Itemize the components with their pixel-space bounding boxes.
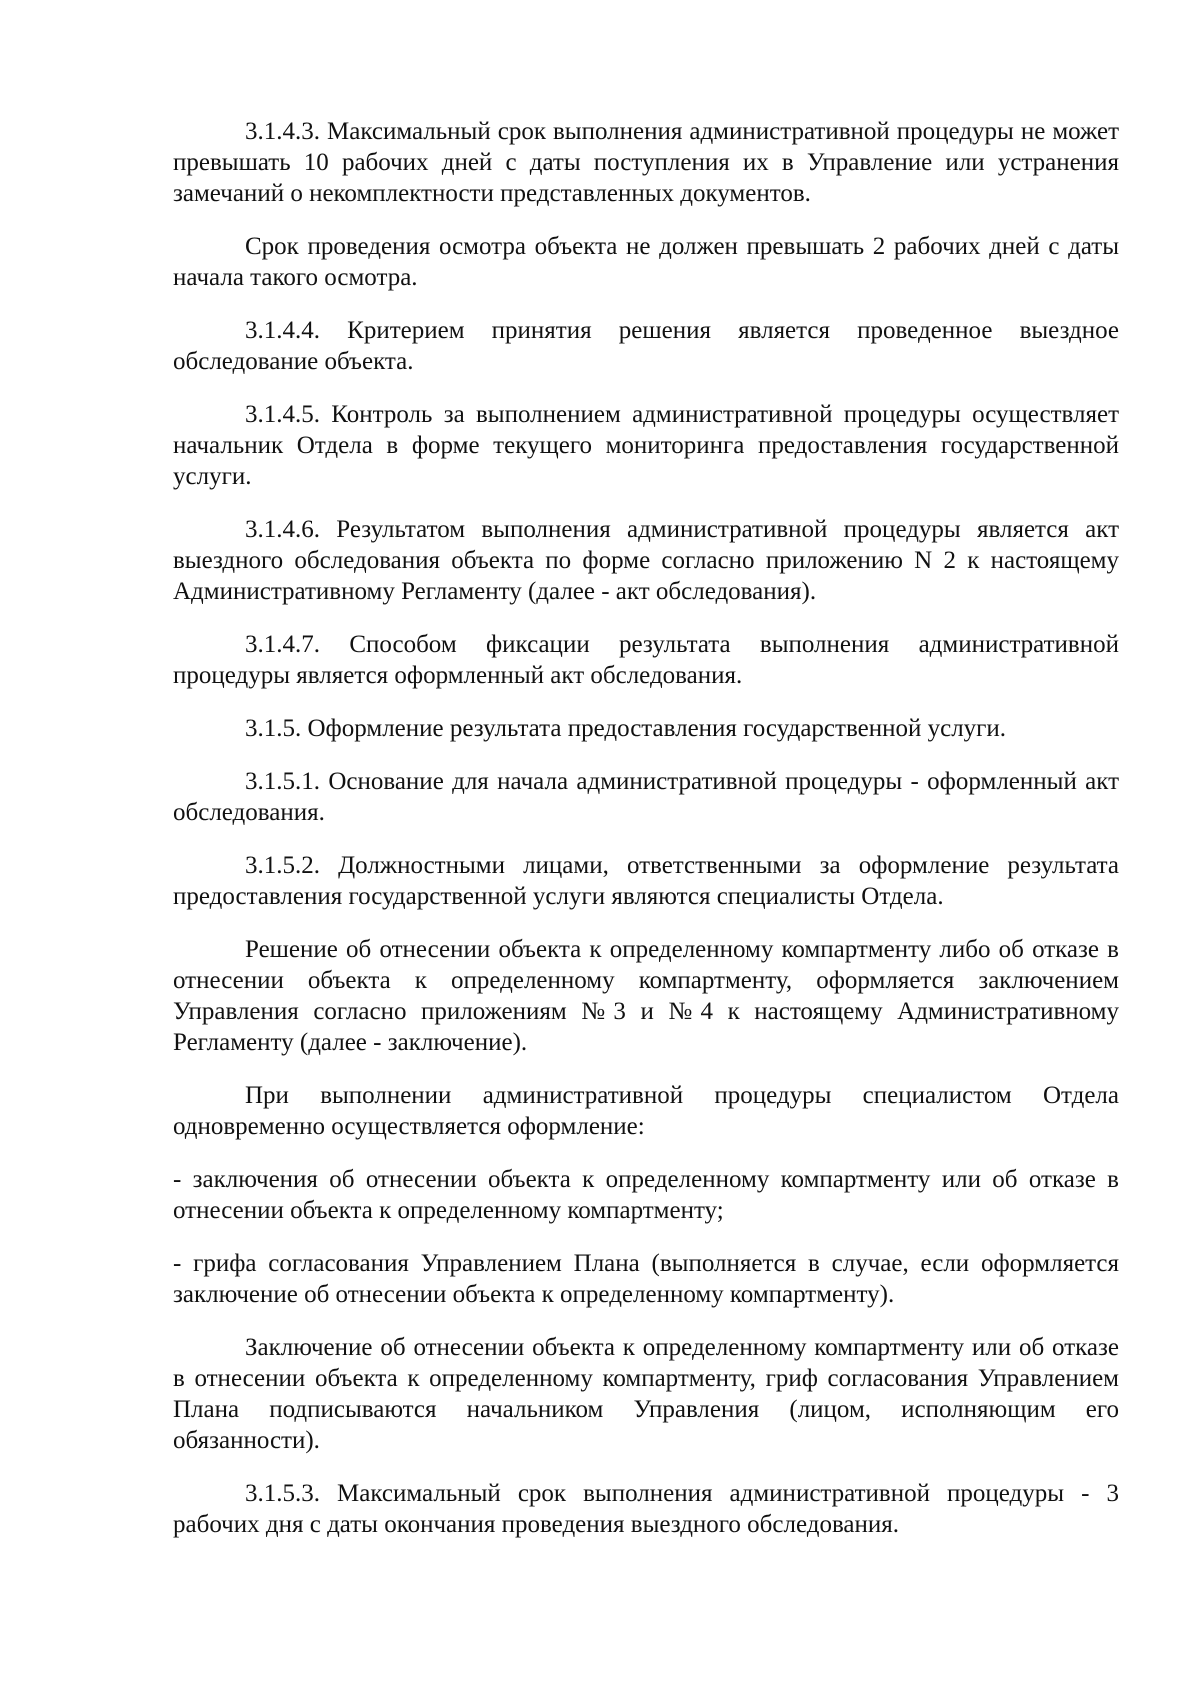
paragraph-3-1-5-2: 3.1.5.2. Должностными лицами, ответственными за оформление результата предоставления государственной услуги являются специалисты Отдела. <box>173 852 1119 910</box>
list-item-approval-stamp: - грифа согласования Управлением Плана (выполняется в случае, если оформляется заключение об отнесении объекта к определенному компартменту). <box>173 1250 1119 1308</box>
paragraph-3-1-4-5: 3.1.4.5. Контроль за выполнением административной процедуры осуществляет начальник Отдела в форме текущего мониторинга предоставления государственной услуги. <box>173 401 1119 490</box>
paragraph-3-1-5-1: 3.1.5.1. Основание для начала административной процедуры - оформленный акт обследования. <box>173 768 1119 826</box>
paragraph-3-1-5-3: 3.1.5.3. Максимальный срок выполнения административной процедуры - 3 рабочих дня с даты окончания проведения выездного обследования. <box>173 1480 1119 1538</box>
paragraph-signing: Заключение об отнесении объекта к определенному компартменту или об отказе в отнесении объекта к определенному компартменту, гриф согласования Управлением Плана подписываются начальником Управления (лицом, исполняющим его обязанности). <box>173 1334 1119 1454</box>
list-item-conclusion: - заключения об отнесении объекта к определенному компартменту или об отказе в отнесении объекта к определенному компартменту; <box>173 1166 1119 1224</box>
paragraph-3-1-4-6: 3.1.4.6. Результатом выполнения административной процедуры является акт выездного обследования объекта по форме согласно приложению N 2 к настоящему Административному Регламенту (далее - акт обследования). <box>173 516 1119 605</box>
document-body <box>173 116 1119 1562</box>
paragraph-simultaneous-processing: При выполнении административной процедуры специалистом Отдела одновременно осуществляется оформление: <box>173 1082 1119 1140</box>
paragraph-inspection-term: Срок проведения осмотра объекта не должен превышать 2 рабочих дней с даты начала такого осмотра. <box>173 233 1119 291</box>
paragraph-3-1-4-3: 3.1.4.3. Максимальный срок выполнения административной процедуры не может превышать 10 рабочих дней с даты поступления их в Управление или устранения замечаний о некомплектности представленных документов. <box>173 118 1119 207</box>
paragraph-3-1-4-4: 3.1.4.4. Критерием принятия решения является проведенное выездное обследование объекта. <box>173 317 1119 375</box>
paragraph-3-1-5: 3.1.5. Оформление результата предоставления государственной услуги. <box>245 715 1007 742</box>
paragraph-decision: Решение об отнесении объекта к определенному компартменту либо об отказе в отнесении объекта к определенному компартменту, оформляется заключением Управления согласно приложениям №3 и №4 к настоящему Административному Регламенту (далее - заключение). <box>173 936 1119 1056</box>
paragraph-3-1-4-7: 3.1.4.7. Способом фиксации результата выполнения административной процедуры является оформленный акт обследования. <box>173 631 1119 689</box>
